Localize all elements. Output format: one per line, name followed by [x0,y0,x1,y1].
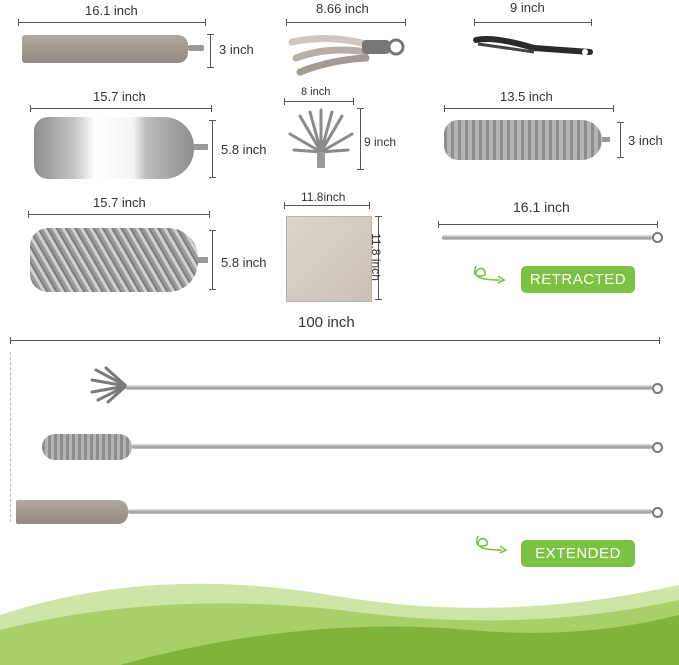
cloth-height-label: 11.8 inch [368,233,383,281]
flat-duster-length-label: 16.1 inch [85,3,138,18]
blind-cleaner-length-label: 8.66 inch [316,1,369,16]
feather-duster-1-width-label: 5.8 inch [221,142,267,157]
feather-duster-2-connector [198,257,208,263]
extended-flat-duster-head [16,500,128,524]
feather-duster-1-connector [194,144,208,150]
curly-arrow-icon [472,532,512,554]
cleaning-cloth-image [286,216,372,302]
feather-duster-1-length-label: 15.7 inch [93,89,146,104]
crevice-brush-length-line [474,22,592,23]
round-duster-width-line [284,101,354,102]
extended-pole-1 [126,385,652,390]
chenille-duster-length-label: 13.5 inch [500,89,553,104]
crevice-brush-image [474,36,594,60]
retracted-pole-image [442,235,652,240]
extended-dashed-guide [10,352,11,522]
crevice-brush-length-label: 9 inch [510,0,545,15]
flat-duster-image [22,35,188,63]
curly-arrow-icon [470,262,510,284]
round-duster-height-line [360,108,361,170]
round-duster-image [288,106,354,170]
cloth-width-label: 11.8inch [301,190,346,204]
extended-pole-2 [132,444,652,449]
extended-chenille-duster-head [42,434,132,460]
chenille-duster-connector [602,137,610,142]
extended-length-line [10,340,660,341]
chenille-duster-width-line [620,122,621,158]
extended-pole-2-hook [652,442,663,453]
extended-pole-3 [128,509,652,514]
feather-duster-2-width-label: 5.8 inch [221,255,267,270]
retracted-badge: RETRACTED [521,266,635,293]
blind-cleaner-length-line [286,22,406,23]
flat-duster-width-label: 3 inch [219,42,254,57]
retracted-pole-length-label: 16.1 inch [513,199,570,215]
extended-badge: EXTENDED [521,540,635,567]
flat-duster-width-line [210,34,211,68]
feather-duster-2-image [30,228,198,292]
feather-duster-1-image [34,117,194,179]
retracted-pole-length-line [438,224,658,225]
green-hills-background [0,555,679,665]
feather-duster-2-length-label: 15.7 inch [93,195,146,210]
blind-cleaner-image [288,28,408,78]
feather-duster-2-length-line [28,214,210,215]
chenille-duster-image [444,120,602,160]
cloth-width-line [284,205,370,206]
chenille-duster-length-line [444,108,614,109]
feather-duster-2-width-line [212,230,213,290]
round-duster-width-label: 8 inch [301,86,331,98]
extended-pole-3-hook [652,507,663,518]
flat-duster-length-line [18,22,206,23]
round-duster-height-label: 9 inch [364,135,397,149]
extended-length-label: 100 inch [298,314,355,331]
retracted-pole-hook [652,232,663,243]
extended-round-duster-head [90,366,130,402]
feather-duster-1-length-line [30,108,212,109]
feather-duster-1-width-line [212,120,213,178]
chenille-duster-width-label: 3 inch [628,133,663,148]
extended-pole-1-hook [652,383,663,394]
flat-duster-connector [188,45,204,51]
